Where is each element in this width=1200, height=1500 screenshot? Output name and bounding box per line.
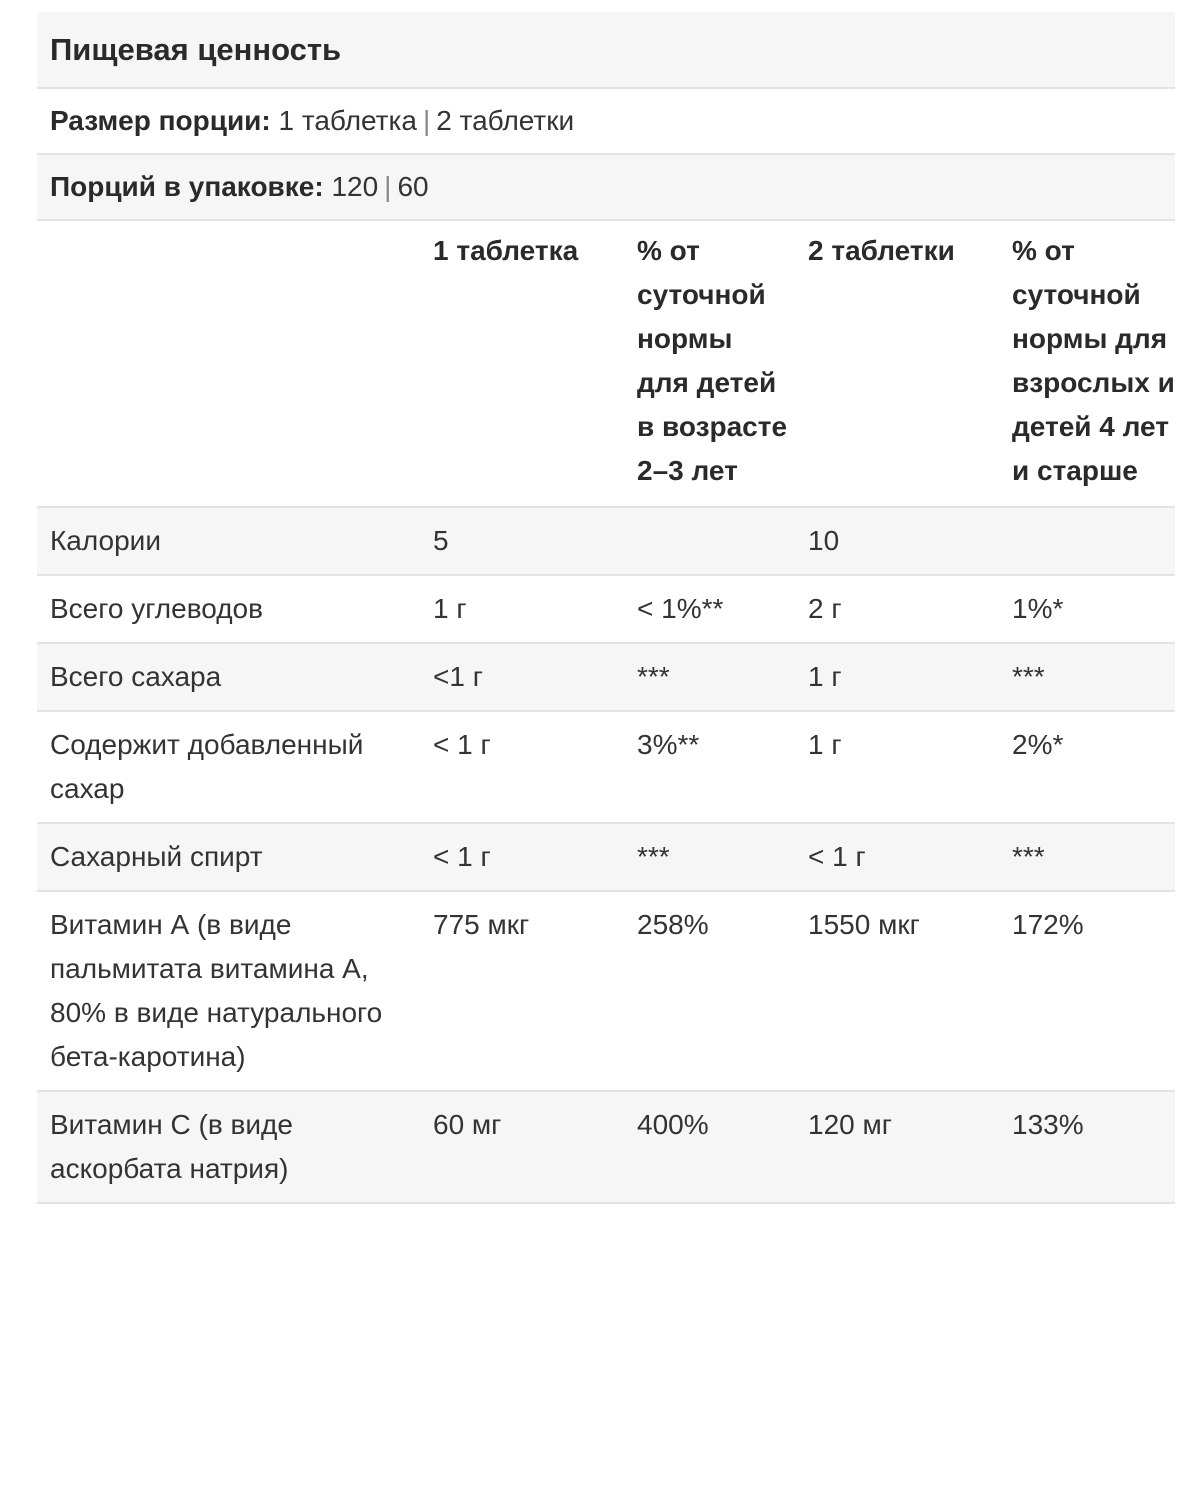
amount-two-tablets: 1 г [795, 711, 999, 823]
table-row [37, 507, 1175, 575]
table-row [37, 891, 1175, 1091]
dv-adults [999, 507, 1175, 575]
amount-two-tablets: 10 [795, 507, 999, 575]
dv-children: *** [624, 823, 795, 891]
table-row [37, 711, 1175, 823]
header-one-tablet: 1 таблетка [420, 221, 624, 507]
nutrient-name: Витамин А (в виде пальмитата витамина А, 80% в виде натурального бета-каротина) [37, 891, 420, 1091]
dv-children [624, 507, 795, 575]
serving-size-value-1: 1 таблетка [278, 105, 417, 136]
serving-size-separator: | [422, 105, 431, 136]
header-dv-children-2-3: % от суточной нормы для детей в возрасте 2–3 лет [624, 221, 795, 507]
dv-children: < 1%** [624, 575, 795, 643]
dv-adults: 133% [999, 1091, 1175, 1203]
dv-adults: 1%* [999, 575, 1175, 643]
servings-per-container-row [37, 155, 1175, 221]
nutrition-table [37, 221, 1175, 1204]
amount-two-tablets: 1 г [795, 643, 999, 711]
nutrient-name: Всего углеводов [37, 575, 420, 643]
servings-per-container-separator: | [384, 171, 392, 202]
table-row [37, 575, 1175, 643]
amount-one-tablet: 775 мкг [420, 891, 624, 1091]
amount-one-tablet: 1 г [420, 575, 624, 643]
amount-one-tablet: 5 [420, 507, 624, 575]
table-row [37, 643, 1175, 711]
servings-per-container-label: Порций в упаковке: [50, 171, 324, 202]
amount-two-tablets: 2 г [795, 575, 999, 643]
table-row [37, 823, 1175, 891]
amount-one-tablet: 60 мг [420, 1091, 624, 1203]
header-dv-adults: % от суточной нормы для взрослых и детей 4 лет и старше [999, 221, 1175, 507]
panel-title [37, 12, 1175, 89]
amount-one-tablet: <1 г [420, 643, 624, 711]
table-header-row [37, 221, 1175, 507]
amount-one-tablet: < 1 г [420, 823, 624, 891]
table-row [37, 1091, 1175, 1203]
amount-two-tablets: 120 мг [795, 1091, 999, 1203]
dv-children: *** [624, 643, 795, 711]
dv-adults: 172% [999, 891, 1175, 1091]
amount-two-tablets: < 1 г [795, 823, 999, 891]
nutrient-name: Витамин С (в виде аскорбата натрия) [37, 1091, 420, 1203]
serving-size-row [37, 89, 1175, 155]
dv-children: 258% [624, 891, 795, 1091]
nutrient-name: Содержит добавленный сахар [37, 711, 420, 823]
dv-adults: *** [999, 643, 1175, 711]
dv-children: 400% [624, 1091, 795, 1203]
dv-adults: 2%* [999, 711, 1175, 823]
header-nutrient [37, 221, 420, 507]
amount-two-tablets: 1550 мкг [795, 891, 999, 1091]
panel-title-text: Пищевая ценность [50, 31, 342, 67]
servings-per-container-value-2: 60 [397, 171, 429, 202]
nutrient-name: Калории [37, 507, 420, 575]
dv-adults: *** [999, 823, 1175, 891]
nutrient-name: Сахарный спирт [37, 823, 420, 891]
nutrient-name: Всего сахара [37, 643, 420, 711]
servings-per-container-value-1: 120 [331, 171, 379, 202]
serving-size-label: Размер порции: [50, 105, 271, 136]
header-two-tablets: 2 таблетки [795, 221, 999, 507]
nutrition-facts-panel [37, 12, 1175, 1204]
serving-size-value-2: 2 таблетки [436, 105, 575, 136]
amount-one-tablet: < 1 г [420, 711, 624, 823]
dv-children: 3%** [624, 711, 795, 823]
